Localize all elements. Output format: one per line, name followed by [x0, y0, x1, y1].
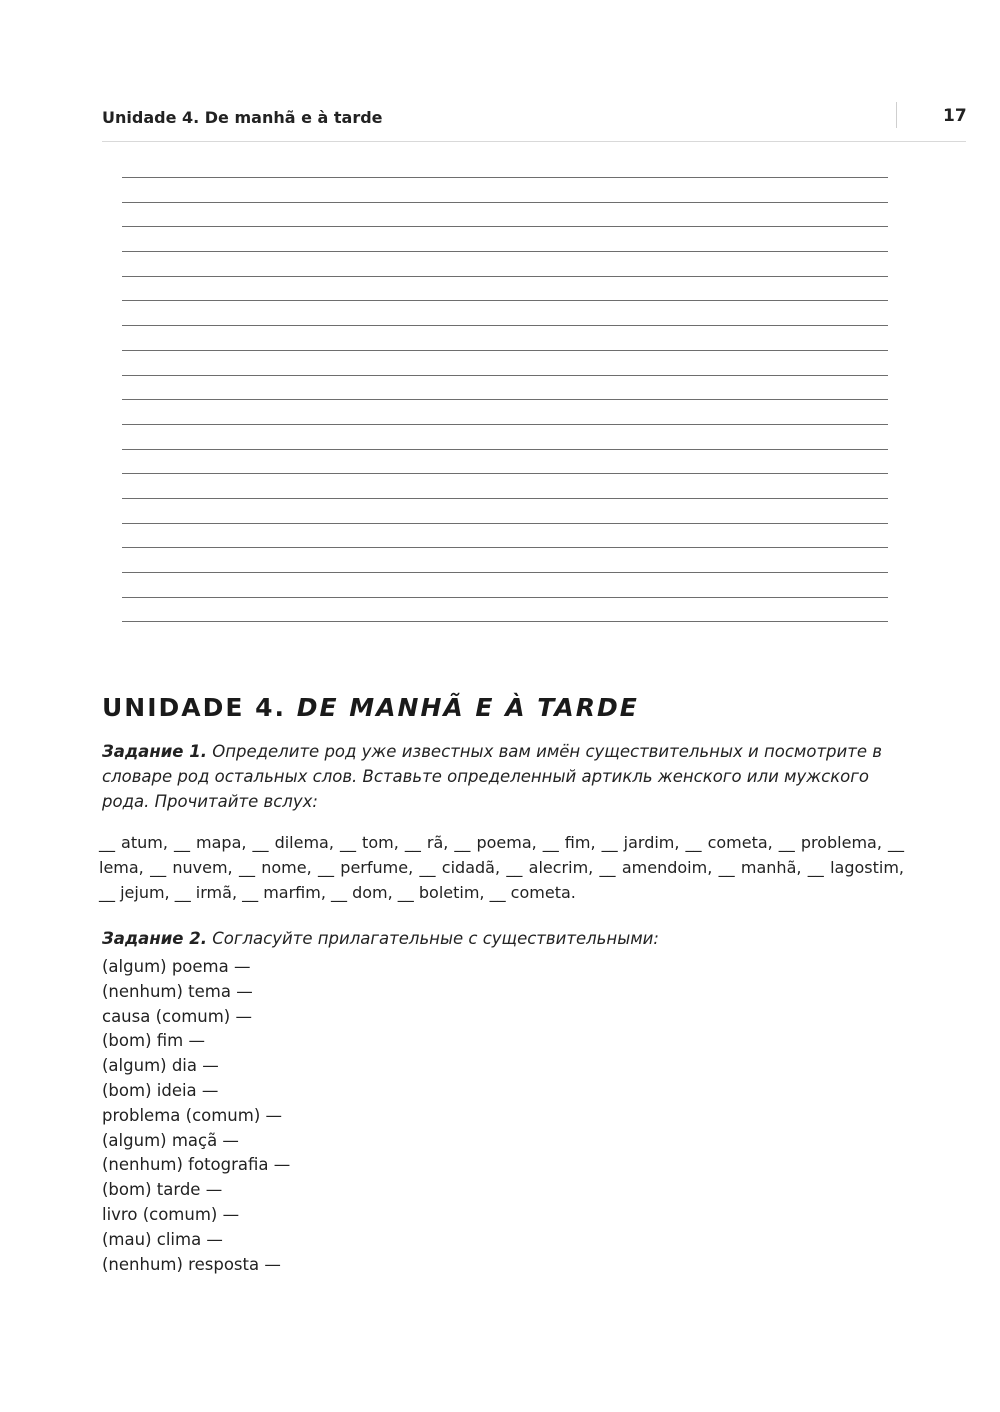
writing-line [122, 449, 888, 474]
page-number: 17 [943, 106, 967, 126]
phrase-item: (bom) ideia — [102, 1080, 219, 1100]
writing-line [122, 251, 888, 276]
unit-title [102, 693, 639, 722]
writing-line [122, 621, 888, 646]
task-2-text: Согласуйте прилагательные с существительными: [206, 929, 659, 948]
running-head: Unidade 4. De manhã e à tarde [102, 108, 383, 127]
phrase-item: (algum) dia — [102, 1056, 219, 1076]
unit-title-plain: UNIDADE 4. [102, 693, 297, 722]
phrase-item: (algum) maçã — [102, 1130, 239, 1150]
phrase-item: (algum) poema — [102, 957, 251, 976]
writing-line [122, 597, 888, 622]
phrase-item: (bom) tarde — [102, 1180, 223, 1200]
phrase-item: (mau) clima — [102, 1229, 223, 1249]
task-1-label: Задание 1. [102, 742, 207, 761]
task-1-word-list: __ atum, __ mapa, __ dilema, __ tom, __ rã, __ poema, __ fim, __ jardim, __ cometa, __ problema, __ lema, __ nuvem, __ nome, __ perfume, __ cidadã, __ alecrim, __ amendoim, __ manhã, __ lagostim, __ jejum, __ irmã, __ marfim, __ dom, __ boletim, __ cometa. [99, 833, 904, 902]
phrase-item: (bom) fim — [102, 1031, 205, 1051]
phrase-item: problema (comum) — [102, 1105, 283, 1125]
writing-line [122, 498, 888, 523]
phrase-item: causa (comum) — [102, 1006, 252, 1026]
phrase-item: livro (comum) — [102, 1204, 240, 1224]
writing-lines [122, 177, 888, 646]
writing-line [122, 572, 888, 597]
writing-line [122, 177, 888, 202]
phrase-item: (nenhum) tema — [102, 981, 253, 1001]
header-rule [102, 141, 966, 142]
writing-line [122, 399, 888, 424]
task-2-phrase-list [102, 955, 290, 1277]
writing-line [122, 202, 888, 227]
task-2-instruction [102, 926, 902, 951]
task-1-instruction [102, 739, 902, 814]
writing-line [122, 424, 888, 449]
writing-line [122, 547, 888, 572]
writing-line [122, 523, 888, 548]
phrase-item: (nenhum) resposta — [102, 1254, 281, 1274]
writing-line [122, 300, 888, 325]
header-vertical-divider [896, 102, 897, 128]
task-2-label: Задание 2. [102, 929, 207, 948]
unit-title-italic: DE MANHÃ E À TARDE [296, 693, 639, 722]
writing-line [122, 473, 888, 498]
writing-line [122, 350, 888, 375]
task-1-text: Определите род уже известных вам имён существительных и посмотрите в словаре род остальных слов. Вставьте определенный артикль женского или мужского рода. Прочитайте вслух: [102, 742, 882, 811]
writing-line [122, 276, 888, 301]
phrase-item: (nenhum) fotografia — [102, 1155, 291, 1175]
writing-line [122, 375, 888, 400]
writing-line [122, 226, 888, 251]
writing-line [122, 325, 888, 350]
